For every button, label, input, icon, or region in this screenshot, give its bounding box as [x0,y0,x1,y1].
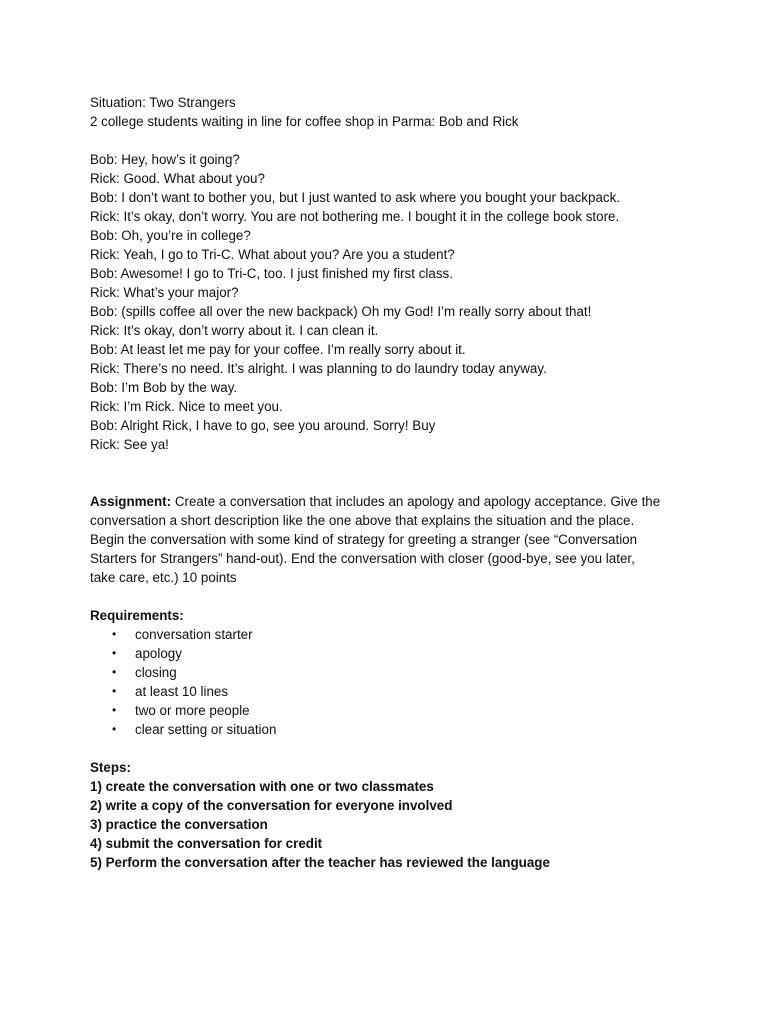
dialogue-line: Rick: See ya! [90,437,169,452]
dialogue-line: Bob: Hey, how’s it going? [90,152,240,167]
assignment-line: conversation a short description like the one above that explains the situation and the place. [90,513,635,528]
requirement-item [90,644,690,663]
dialogue-line: Bob: Oh, you’re in college? [90,228,251,243]
bullet-icon: • [112,722,117,736]
assignment-line: take care, etc.) 10 points [90,570,237,585]
assignment-line [90,492,690,511]
steps-block [90,758,690,872]
requirement-text: two or more people [135,703,250,718]
dialogue-line: Bob: Alright Rick, I have to go, see you around. Sorry! Buy [90,418,436,433]
spacer [90,587,690,606]
assignment-label: Assignment: [90,494,172,509]
requirements-label: Requirements: [90,608,184,623]
bullet-icon: • [112,646,117,660]
requirement-text: conversation starter [135,627,253,642]
assignment-line: Begin the conversation with some kind of strategy for greeting a stranger (see “Conversation [90,532,638,547]
requirement-item [90,720,690,739]
requirements-block [90,606,690,739]
steps-list [90,777,690,872]
steps-label: Steps: [90,760,131,775]
bullet-icon: • [112,665,117,679]
situation-description: 2 college students waiting in line for coffee shop in Parma: Bob and Rick [90,114,519,129]
dialogue-line: Rick: Yeah, I go to Tri-C. What about you? Are you a student? [90,247,455,262]
requirement-text: at least 10 lines [135,684,229,699]
dialogue-line: Bob: I don’t want to bother you, but I just wanted to ask where you bought your backpack. [90,190,620,205]
dialogue-line: Rick: I’m Rick. Nice to meet you. [90,399,283,414]
requirement-text: clear setting or situation [135,722,277,737]
step-item: 4) submit the conversation for credit [90,836,323,851]
dialogue-line: Rick: There’s no need. It’s alright. I was planning to do laundry today anyway. [90,361,547,376]
bullet-icon: • [112,627,117,641]
dialogue-line: Rick: It’s okay, don’t worry about it. I can clean it. [90,323,379,338]
situation-title: Situation: Two Strangers [90,95,236,110]
bullet-icon: • [112,703,117,717]
step-item: 1) create the conversation with one or two classmates [90,779,434,794]
assignment-line: Starters for Strangers” hand-out). End the conversation with closer (good-bye, see you later, [90,551,635,566]
dialogue-line: Rick: Good. What about you? [90,171,265,186]
requirement-item [90,625,690,644]
requirement-item [90,701,690,720]
assignment-block [90,492,690,587]
dialogue-line: Bob: (spills coffee all over the new backpack) Oh my God! I’m really sorry about that! [90,304,592,319]
requirements-list [90,625,690,739]
requirement-item [90,682,690,701]
spacer [90,131,690,150]
step-item: 2) write a copy of the conversation for everyone involved [90,798,453,813]
step-item: 3) practice the conversation [90,817,268,832]
dialogue-line: Bob: Awesome! I go to Tri-C, too. I just finished my first class. [90,266,453,281]
document-page [90,93,690,872]
dialogue-line: Bob: At least let me pay for your coffee. I’m really sorry about it. [90,342,466,357]
step-item: 5) Perform the conversation after the teacher has reviewed the language [90,855,550,870]
spacer [90,739,690,758]
dialogue-line: Rick: What’s your major? [90,285,239,300]
requirement-text: apology [135,646,182,661]
bullet-icon: • [112,684,117,698]
assignment-text: Create a conversation that includes an apology and apology acceptance. Give the [171,494,661,509]
dialogue-line: Rick: It’s okay, don’t worry. You are not bothering me. I bought it in the college book store. [90,209,620,224]
requirement-text: closing [135,665,177,680]
dialogue-line: Bob: I’m Bob by the way. [90,380,238,395]
spacer [90,454,690,492]
dialogue-block [90,150,690,454]
requirement-item [90,663,690,682]
